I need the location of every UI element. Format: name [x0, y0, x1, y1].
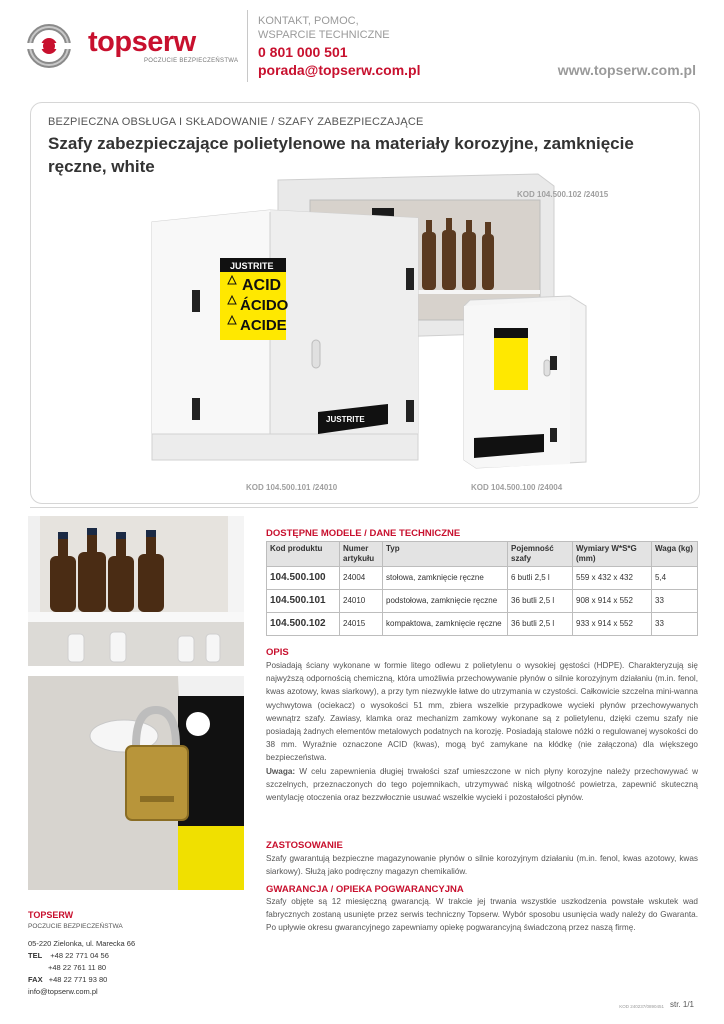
bottles-interior-photo: [28, 516, 244, 666]
contact-label: [258, 14, 418, 42]
cell-article: 24015: [340, 613, 383, 636]
tel-label: TEL: [28, 951, 43, 960]
footer-tel2[interactable]: +48 22 761 11 80: [48, 963, 107, 972]
contact-line-2: WSPARCIE TECHNICZNE: [258, 29, 390, 41]
footer-tel-row: [28, 950, 109, 962]
cell-capacity: 36 butli 2,5 l: [508, 590, 573, 613]
opis-text: [266, 659, 698, 804]
cell-dims: 908 x 914 x 552: [573, 590, 652, 613]
table-row: [267, 590, 698, 613]
acido-label: ÁCIDO: [240, 297, 289, 314]
models-heading: DOSTĘPNE MODELE / DANE TECHNICZNE: [266, 528, 461, 539]
doc-code: KOD 240237/0890451: [619, 1004, 664, 1009]
cell-capacity: 36 butli 2,5 l: [508, 613, 573, 636]
cabinets-illustration: [140, 172, 600, 482]
cell-type: stołowa, zamknięcie ręczne: [383, 567, 508, 590]
breadcrumb: BEZPIECZNA OBSŁUGA I SKŁADOWANIE / SZAFY ZABEZPIECZAJĄCE: [48, 116, 424, 128]
footer-tagline: POCZUCIE BEZPIECZEŃSTWA: [28, 923, 123, 930]
fax-number: +48 22 771 93 80: [48, 975, 108, 984]
cell-weight: 33: [652, 590, 698, 613]
footer-fax-row: [28, 974, 107, 986]
acide-label: ACIDE: [240, 317, 287, 334]
brand-tagline: POCZUCIE BEZPIECZEŃSTWA: [144, 58, 239, 64]
uwaga-label: Uwaga:: [266, 766, 296, 776]
models-table: [266, 541, 698, 636]
header-divider: [247, 10, 248, 82]
bench-cabinet: [464, 296, 586, 468]
acid-label: ACID: [242, 277, 282, 294]
page-number: str. 1/1: [669, 1000, 694, 1009]
contact-line-1: KONTAKT, POMOC,: [258, 15, 359, 27]
col-header-dims: Wymiary W*S*G (mm): [573, 542, 652, 567]
cabinet-brand-text-2: JUSTRITE: [326, 415, 365, 424]
phone-link[interactable]: 0 801 000 501: [258, 44, 348, 60]
website-link[interactable]: www.topserw.com.pl: [557, 62, 696, 78]
col-header-article: Numer artykułu: [340, 542, 383, 567]
cell-code: 104.500.102: [267, 613, 340, 636]
cell-code: 104.500.100: [267, 567, 340, 590]
cabinet-brand-text: JUSTRITE: [230, 261, 274, 271]
col-header-code: Kod produktu: [267, 542, 340, 567]
zastosowanie-text: Szafy gwarantują bezpieczne magazynowanie płynów o silnie korozyjnym działaniu (m.in. fenol, kwas azotowy, kwas siarkowy). Służą jako podręczny magazyn chemikaliów.: [266, 854, 698, 877]
cell-article: 24004: [340, 567, 383, 590]
title-line-2: ręczne, white: [48, 157, 155, 176]
gwarancja-heading: GWARANCJA / OPIEKA POGWARANCYJNA: [266, 884, 464, 895]
under-counter-cabinet: [152, 210, 418, 460]
uwaga-text: W celu zapewnienia długiej trwałości szaf umieszczone w nich płyny korozyjne należy przechowywać w szczelnych, przeznaczonych do tego pojemnikach, utrzymywać niską wilgotność powietrza, zapewnić skuteczną wentylację otoczenia oraz bezzwłocznie usuwać wszelkie wycieki i pozostałości płynów.: [266, 766, 698, 803]
cell-type: kompaktowa, zamknięcie ręczne: [383, 613, 508, 636]
cell-article: 24010: [340, 590, 383, 613]
col-header-weight: Waga (kg): [652, 542, 698, 567]
table-row: [267, 567, 698, 590]
brand-name: topserw: [88, 26, 196, 58]
opis-heading: OPIS: [266, 647, 289, 658]
topserw-logo-icon: [27, 24, 71, 68]
footer-email[interactable]: info@topserw.com.pl: [28, 987, 98, 996]
cell-weight: 33: [652, 613, 698, 636]
cell-weight: 5,4: [652, 567, 698, 590]
cell-type: podstołowa, zamknięcie ręczne: [383, 590, 508, 613]
kod-left-label: KOD 104.500.101 /24010: [246, 483, 338, 492]
title-line-1: Szafy zabezpieczające polietylenowe na materiały korozyjne, zamknięcie: [48, 134, 634, 153]
col-header-capacity: Pojemność szafy: [508, 542, 573, 567]
gwarancja-text: Szafy objęte są 12 miesięczną gwarancją. W trakcie jej trwania wszystkie uszkodzenia powstałe wskutek wad fabrycznych zostaną usunięte przez serwis techniczny Topserw. Wybór sposobu usunięcia wady należy do Gwaranta. Po upływie okresu gwarancyjnego zapewniamy opiekę pogwarancyjną świadczoną przez naszą firmę.: [266, 897, 698, 933]
cell-dims: 933 x 914 x 552: [573, 613, 652, 636]
kod-top-label: KOD 104.500.102 /24015: [517, 190, 609, 199]
cell-dims: 559 x 432 x 432: [573, 567, 652, 590]
col-header-type: Typ: [383, 542, 508, 567]
zastosowanie-heading: ZASTOSOWANIE: [266, 840, 343, 851]
cell-code: 104.500.101: [267, 590, 340, 613]
section-divider: [30, 507, 698, 508]
footer-address: 05-220 Zielonka, ul. Marecka 66: [28, 939, 136, 948]
cell-capacity: 6 butli 2,5 l: [508, 567, 573, 590]
footer-company: TOPSERW: [28, 910, 74, 920]
padlock-detail-photo: [28, 676, 244, 890]
opis-paragraph: Posiadają ściany wykonane w formie litego odlewu z polietylenu o wysokiej gęstości (HDPE). Charakteryzują się najwyższą odpornością chemiczną, która umożliwia przechowywanie płynów o silnie korozyjnym działaniu (m.in. fenol, kwas azotowy, kwas siarkowy), a przy tym niezwykle łatwe do utrzymania w czystości. Całkowicie szczelna mini-wanna wychwytowa (ociekacz) o wysokości 51 mm, zbiera wszelkie przypadkowe wycieki płynów przechowywanych wewnątrz szafy. Zawiasy, klamka oraz mechanizm zamkowy wykonane są z polietylenu, dzięki czemu szafy nie posiadają żadnych elementów metalowych podatnych na korozję. Posiadają stalowe nóżki o regulowanej wysokości do 38 mm. Wyraźnie oznaczone ACID (kwas), mogą być zamykane na kłódkę (nie załączona) dla większego bezpieczeństwa.: [266, 661, 698, 763]
fax-label: FAX: [28, 975, 43, 984]
table-row: [267, 613, 698, 636]
tel-1[interactable]: +48 22 771 04 56: [50, 951, 109, 960]
email-link[interactable]: porada@topserw.com.pl: [258, 62, 421, 78]
kod-right-label: KOD 104.500.100 /24004: [471, 483, 563, 492]
table-header-row: [267, 542, 698, 567]
